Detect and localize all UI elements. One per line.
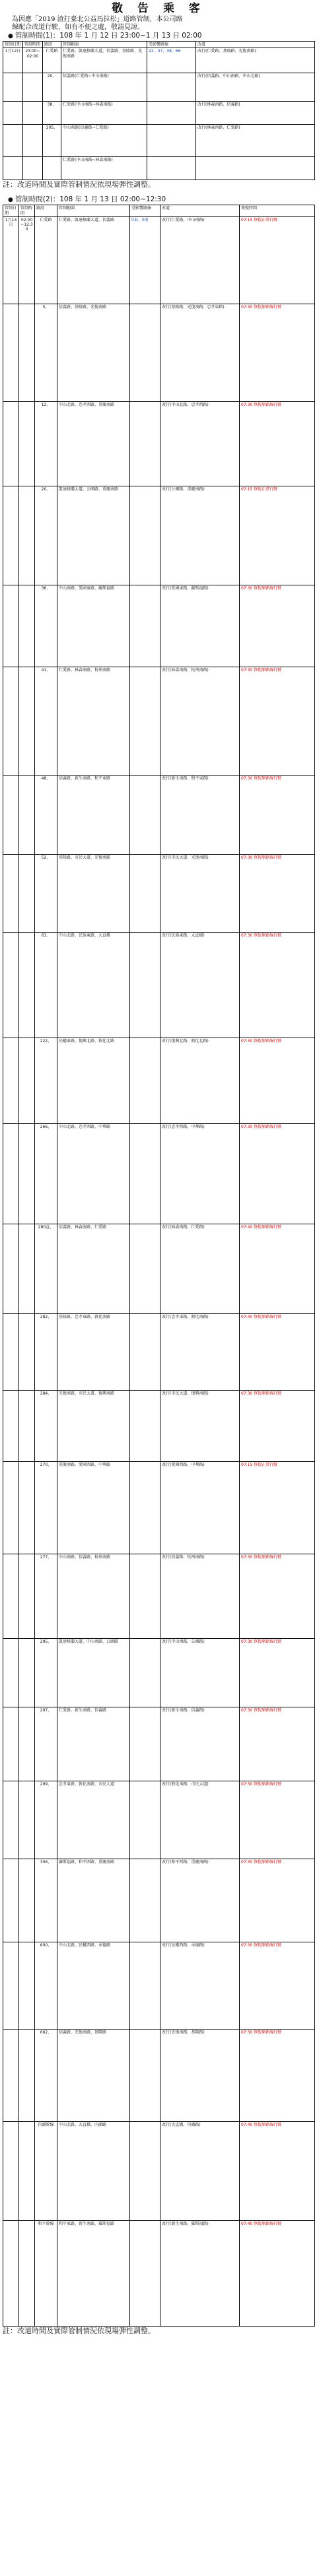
table-row [3, 304, 315, 401]
table-row [3, 854, 315, 932]
cell-date [3, 1707, 19, 1781]
schedule-table-2 [3, 205, 315, 2327]
cell-scope: 信義路(仁愛路~中山南路) [61, 73, 147, 101]
cell-section: 280直、 [35, 1224, 57, 1313]
table-row [3, 1859, 315, 1942]
table-row [3, 1313, 315, 1390]
cell-restore: 07:30 恢復原路線行駛 [240, 1781, 315, 1859]
cell-section: 41、 [35, 667, 57, 775]
cell-date [3, 1038, 19, 1123]
cell-detour: 改行(大直橋、內湖路) [160, 2121, 240, 2220]
cell-restore: 07:30 恢復原路線行駛 [240, 401, 315, 486]
cell-time [19, 1942, 35, 2029]
cell-date: 1月12日 [3, 48, 23, 73]
column-header: 管制時間 [19, 205, 35, 217]
cell-time: 02:00~12:30 [19, 216, 35, 304]
table-row [3, 585, 315, 667]
cell-detour: 改行(市民大道、復興南路) [160, 1390, 240, 1461]
cell-section: 仁愛路 [43, 48, 61, 73]
cell-detour: 改行(信義路、杭州南路) [160, 1554, 240, 1638]
cell-section: 662、 [35, 2029, 57, 2121]
cell-detour: 改行(新生南路、和平東路) [160, 775, 240, 854]
cell-scope: 中山北路、忠孝西路、重慶南路 [57, 401, 130, 486]
cell-time [19, 585, 35, 667]
bullet-icon: ● [8, 33, 13, 40]
cell-date [3, 1390, 19, 1461]
cell-scope: 中山南路、信義路、杭州南路 [57, 1554, 130, 1638]
cell-time [19, 1859, 35, 1942]
cell-time [19, 304, 35, 401]
cell-section: 20、 [43, 73, 61, 101]
cell-restore: 07:30 恢復原路線行駛 [240, 1859, 315, 1942]
cell-routes [130, 1859, 160, 1942]
cell-scope: 凱達格蘭大道、中山南路、公園路 [57, 1638, 130, 1707]
column-header: 改道 [160, 205, 240, 217]
intro-line-1: 為因應「2019 渣打臺北公益馬拉松」道路管制，本公司路 [12, 16, 183, 23]
cell-date [3, 585, 19, 667]
cell-time [19, 775, 35, 854]
cell-date [3, 73, 23, 101]
table-row [3, 1638, 315, 1707]
section-1-heading: ● 管制時間(1)：108 年 1 月 12 日 23:00~1 月 13 日 02:00 [8, 32, 202, 40]
cell-scope: 重慶南路、愛國西路、中華路 [57, 1461, 130, 1554]
cell-detour: 改行(仁愛路、中山南路) [160, 216, 240, 304]
cell-time [19, 1781, 35, 1859]
cell-routes [130, 585, 160, 667]
column-header: 管制日期 [3, 42, 23, 48]
cell-detour: 改行(民族東路、大直橋) [160, 932, 240, 1038]
cell-restore: 07:30 恢復原路線行駛 [240, 667, 315, 775]
cell-time [23, 73, 43, 101]
table-row [3, 48, 315, 73]
cell-scope: 光復南路、市民大道、復興南路 [57, 1390, 130, 1461]
cell-detour: 改行(中山北路、忠孝西路) [160, 401, 240, 486]
cell-date [3, 2029, 19, 2121]
cell-scope: 中山北路、忠孝西路、中華路 [57, 1123, 130, 1224]
cell-detour: 改行(愛國西路、中華路) [160, 1461, 240, 1554]
cell-restore: 07:30 恢復原路線行駛 [240, 1942, 315, 2029]
cell-detour [196, 157, 315, 180]
cell-date [3, 401, 19, 486]
column-header: 管制範圍 [61, 42, 147, 48]
cell-detour: 改行(林森南路、仁愛路) [196, 125, 315, 157]
cell-scope: 中山北路、大直橋、內湖路 [57, 2121, 130, 2220]
intro-line-2: 線配合改道行駛，如有不便之處，敬請見諒。 [12, 24, 144, 31]
cell-restore: 07:30 恢復原路線行駛 [240, 1554, 315, 1638]
cell-detour: 改行(林森南路、仁愛路) [160, 1224, 240, 1313]
cell-routes [130, 667, 160, 775]
cell-time [23, 157, 43, 180]
cell-scope: 凱達格蘭大道、公園路、重慶南路 [57, 486, 130, 585]
cell-detour: 改行(市民大道、光復南路) [160, 854, 240, 932]
cell-date [3, 486, 19, 585]
cell-routes [147, 125, 196, 157]
cell-detour: 改行(民權西路、承德路) [160, 1942, 240, 2029]
cell-time [19, 1707, 35, 1781]
cell-restore: 07:40 恢復原路線行駛 [240, 1313, 315, 1390]
cell-time [19, 1461, 35, 1554]
cell-section: 20、 [35, 486, 57, 585]
cell-date [3, 1554, 19, 1638]
schedule-table-1 [3, 41, 315, 180]
cell-section: 和平幹線 [35, 2220, 57, 2326]
table-row [3, 102, 315, 125]
cell-date [3, 1123, 19, 1224]
cell-section: 5、 [35, 304, 57, 401]
table-row [3, 125, 315, 157]
cell-scope: 仁愛路、凱達格蘭大道、信義路 [57, 216, 130, 304]
cell-time [19, 1123, 35, 1224]
cell-routes [130, 2220, 160, 2326]
cell-restore: 07:30 恢復原路線行駛 [240, 1390, 315, 1461]
cell-routes [147, 73, 196, 101]
cell-time [23, 125, 43, 157]
cell-routes [130, 1224, 160, 1313]
cell-section: 277、 [35, 1554, 57, 1638]
column-header: 受影響路線 [147, 42, 196, 48]
cell-section [43, 157, 61, 180]
cell-time [23, 102, 43, 125]
cell-routes [130, 932, 160, 1038]
cell-routes [130, 2121, 160, 2220]
cell-section: 36、 [35, 585, 57, 667]
cell-routes [130, 1554, 160, 1638]
table-header-row [3, 205, 315, 217]
cell-restore: 07:40 恢復原路線行駛 [240, 2121, 315, 2220]
cell-section: 600、 [35, 1942, 57, 2029]
cell-section: 295、 [35, 1638, 57, 1707]
cell-date [3, 1942, 19, 2029]
cell-section: 38、 [43, 102, 61, 125]
cell-restore: 07:30 恢復原路線行駛 [240, 1038, 315, 1123]
cell-restore: 07:15 恢復正常行駛 [240, 216, 315, 304]
cell-time [19, 1313, 35, 1390]
cell-routes [130, 2029, 160, 2121]
cell-detour: 改行(敦化南路、市民大道) [160, 1781, 240, 1859]
cell-time [19, 486, 35, 585]
cell-routes [147, 157, 196, 180]
cell-date [3, 854, 19, 932]
table-row [3, 1942, 315, 2029]
table-row [3, 1390, 315, 1461]
cell-detour: 改行(愛國東路、羅斯福路) [160, 585, 240, 667]
cell-scope: 和平東路、新生南路、羅斯福路 [57, 2220, 130, 2326]
cell-time [19, 1390, 35, 1461]
column-header: 改道 [196, 42, 315, 48]
cell-scope: 中山北路、民權西路、承德路 [57, 1942, 130, 2029]
table-row [3, 775, 315, 854]
cell-detour: 改行(仁愛路、基隆路、光復南路) [196, 48, 315, 73]
cell-routes [130, 401, 160, 486]
section-1-note: 註：改道時間及實際管制情況依現場彈性調整。 [3, 180, 155, 189]
cell-scope: 中山南路(信義路~仁愛路) [61, 125, 147, 157]
cell-detour: 改行(新生南路、信義路) [160, 1707, 240, 1781]
cell-date [3, 304, 19, 401]
cell-routes [130, 1942, 160, 2029]
cell-detour: 改行(信義路、中山南路、中山北路) [196, 73, 315, 101]
cell-time [19, 1554, 35, 1638]
cell-routes: 0東、0南 [130, 216, 160, 304]
cell-restore: 07:30 恢復原路線行駛 [240, 1638, 315, 1707]
table-row [3, 2029, 315, 2121]
cell-date [3, 1224, 19, 1313]
cell-restore: 07:15 恢復正常行駛 [240, 486, 315, 585]
cell-detour: 改行(林森南路、信義路) [196, 102, 315, 125]
cell-restore: 07:15 恢復正常行駛 [240, 1461, 315, 1554]
cell-restore: 07:40 恢復原路線行駛 [240, 2220, 315, 2326]
cell-date [3, 2220, 19, 2326]
cell-routes [147, 102, 196, 125]
cell-time [19, 1224, 35, 1313]
cell-date [3, 775, 19, 854]
table-row [3, 1038, 315, 1123]
cell-routes [130, 1461, 160, 1554]
section-2-note: 註：改道時間及實際管制情況依現場彈性調整。 [3, 2326, 155, 2335]
table-row [3, 2220, 315, 2326]
cell-detour: 改行(和平西路、重慶南路) [160, 1859, 240, 1942]
table-row [3, 2121, 315, 2220]
cell-detour: 改行(林森南路、杭州南路) [160, 667, 240, 775]
cell-detour: 改行(基隆路、光復南路、忠孝東路) [160, 304, 240, 401]
cell-routes [130, 1313, 160, 1390]
announcement-document [3, 1, 314, 2335]
cell-routes [130, 1781, 160, 1859]
cell-time [19, 401, 35, 486]
cell-scope: 仁愛路(中山南路~林森南路) [61, 102, 147, 125]
cell-date [3, 2121, 19, 2220]
page-title: 敬 告 乘 客 [112, 2, 205, 15]
cell-restore: 07:30 恢復原路線行駛 [240, 1707, 315, 1781]
cell-date [3, 1859, 19, 1942]
table-row [3, 932, 315, 1038]
column-header: 路段 [43, 42, 61, 48]
cell-date: 1月13日 [3, 216, 19, 304]
table-header-row [3, 42, 315, 48]
cell-scope: 仁愛路、林森南路、杭州南路 [57, 667, 130, 775]
table-row [3, 157, 315, 180]
cell-section: 284、 [35, 1390, 57, 1461]
cell-routes [130, 854, 160, 932]
cell-routes [130, 1638, 160, 1707]
table-row [3, 486, 315, 585]
cell-scope: 基隆路、市民大道、光復南路 [57, 854, 130, 932]
column-header: 恢復時間 [240, 205, 315, 217]
cell-restore: 07:30 恢復原路線行駛 [240, 1123, 315, 1224]
intro-paragraph [3, 16, 314, 32]
table-row [3, 73, 315, 101]
cell-section: 仁愛路 [35, 216, 57, 304]
cell-scope: 基隆路、忠孝東路、敦化南路 [57, 1313, 130, 1390]
cell-routes [130, 486, 160, 585]
table-row [3, 1554, 315, 1638]
cell-scope: 信義路、新生南路、和平東路 [57, 775, 130, 854]
cell-restore: 07:30 恢復原路線行駛 [240, 304, 315, 401]
table-row [3, 1123, 315, 1224]
cell-restore: 07:30 恢復原路線行駛 [240, 932, 315, 1038]
cell-time [19, 1038, 35, 1123]
cell-date [3, 932, 19, 1038]
section-2-heading: ● 管制時間(2)：108 年 1 月 13 日 02:00~12:30 [8, 195, 166, 204]
cell-section: 270、 [35, 1461, 57, 1554]
cell-section: 222、 [35, 1038, 57, 1123]
cell-section: 306、 [35, 1859, 57, 1942]
cell-detour: 改行(忠孝西路、中華路) [160, 1123, 240, 1224]
cell-section: 205、 [43, 125, 61, 157]
column-header: 管制日期 [3, 205, 19, 217]
table-row [3, 1707, 315, 1781]
cell-restore: 07:30 恢復原路線行駛 [240, 585, 315, 667]
cell-date [3, 157, 23, 180]
cell-time: 23:00~02:00 [23, 48, 43, 73]
cell-section: 297、 [35, 1707, 57, 1781]
cell-routes [130, 1123, 160, 1224]
column-header: 管制時間 [23, 42, 43, 48]
cell-section: 63、 [35, 932, 57, 1038]
cell-scope: 仁愛路、凱達格蘭大道、信義路、基隆路、光復南路 [61, 48, 147, 73]
bullet-icon: ● [8, 197, 13, 204]
cell-time [19, 932, 35, 1038]
cell-scope: 信義路、林森南路、仁愛路 [57, 1224, 130, 1313]
table-row [3, 216, 315, 304]
cell-scope: 忠孝東路、敦化南路、市民大道 [57, 1781, 130, 1859]
table-row [3, 1781, 315, 1859]
cell-scope: 仁愛路(中山南路~林森南路) [61, 157, 147, 180]
cell-section: 內湖幹線 [35, 2121, 57, 2220]
cell-scope: 民權東路、復興北路、敦化北路 [57, 1038, 130, 1123]
cell-date [3, 1638, 19, 1707]
table-row [3, 1461, 315, 1554]
cell-routes [130, 1390, 160, 1461]
cell-time [19, 2220, 35, 2326]
cell-time [19, 1638, 35, 1707]
column-header: 管制範圍 [57, 205, 130, 217]
column-header: 路段 [35, 205, 57, 217]
cell-scope: 羅斯福路、和平西路、重慶南路 [57, 1859, 130, 1942]
table-row [3, 1224, 315, 1313]
cell-section: 266、 [35, 1123, 57, 1224]
cell-restore: 07:30 恢復原路線行駛 [240, 2029, 315, 2121]
cell-routes [130, 304, 160, 401]
cell-date [3, 667, 19, 775]
cell-section: 52、 [35, 854, 57, 932]
cell-scope: 中山南路、愛國東路、羅斯福路 [57, 585, 130, 667]
cell-restore: 07:40 恢復原路線行駛 [240, 1224, 315, 1313]
table-row [3, 667, 315, 775]
cell-section: 48、 [35, 775, 57, 854]
cell-time [19, 854, 35, 932]
cell-routes [130, 1038, 160, 1123]
cell-detour: 改行(光復南路、基隆路) [160, 2029, 240, 2121]
cell-date [3, 125, 23, 157]
cell-section: 299、 [35, 1781, 57, 1859]
cell-routes: 22、37、38、66 [147, 48, 196, 73]
cell-scope: 信義路、基隆路、光復南路 [57, 304, 130, 401]
cell-scope: 仁愛路、新生南路、信義路 [57, 1707, 130, 1781]
cell-detour: 改行(新生南路、羅斯福路) [160, 2220, 240, 2326]
cell-time [19, 667, 35, 775]
cell-detour: 改行(忠孝東路、敦化南路) [160, 1313, 240, 1390]
cell-detour: 改行(復興北路、敦化北路) [160, 1038, 240, 1123]
cell-time [19, 2121, 35, 2220]
column-header: 受影響路線 [130, 205, 160, 217]
cell-date [3, 102, 23, 125]
cell-routes [130, 775, 160, 854]
cell-time [19, 2029, 35, 2121]
cell-section: 12、 [35, 401, 57, 486]
cell-detour: 改行(中山南路、公園路) [160, 1638, 240, 1707]
cell-section: 282、 [35, 1313, 57, 1390]
cell-scope: 中山北路、民族東路、大直橋 [57, 932, 130, 1038]
cell-routes [130, 1707, 160, 1781]
cell-scope: 信義路、光復南路、基隆路 [57, 2029, 130, 2121]
cell-restore: 07:30 恢復原路線行駛 [240, 854, 315, 932]
cell-restore: 07:30 恢復原路線行駛 [240, 775, 315, 854]
cell-date [3, 1313, 19, 1390]
cell-date [3, 1461, 19, 1554]
cell-date [3, 1781, 19, 1859]
cell-detour: 改行(公園路、重慶南路) [160, 486, 240, 585]
table-row [3, 401, 315, 486]
